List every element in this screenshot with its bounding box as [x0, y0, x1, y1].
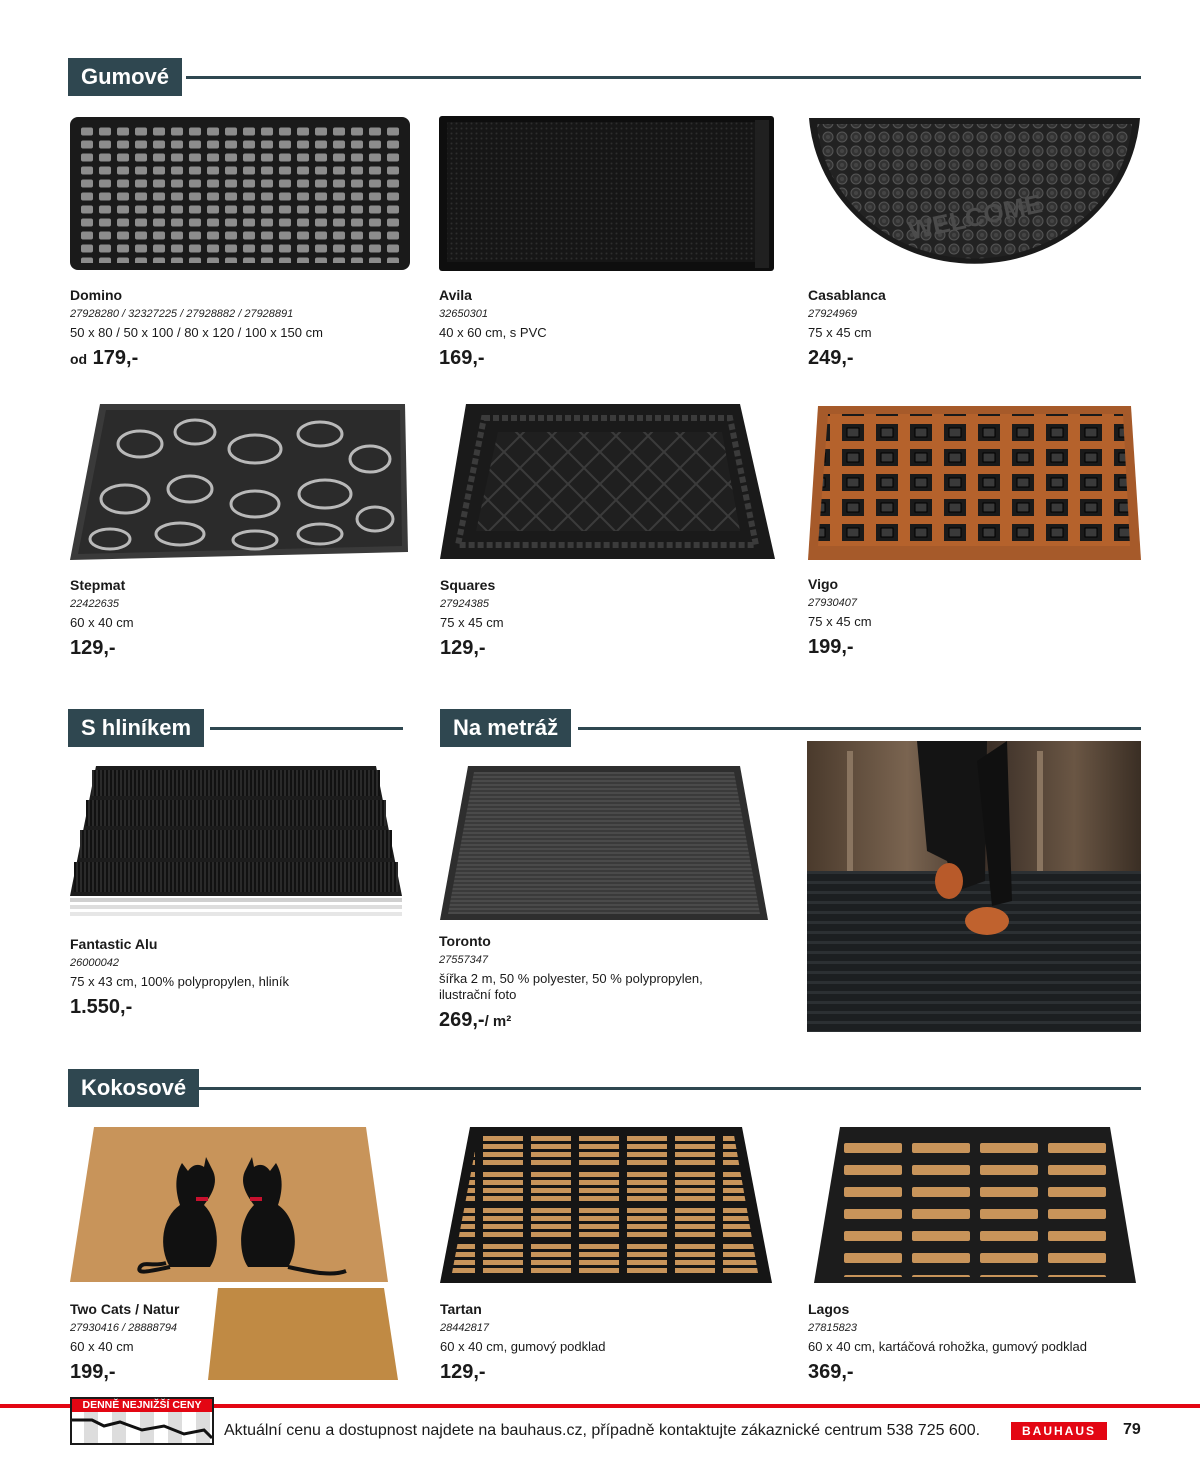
product-name: Two Cats / Natur: [70, 1301, 180, 1317]
tartan-image: [440, 1127, 772, 1283]
natur-image: [208, 1288, 398, 1380]
stepmat-image: [70, 404, 410, 560]
product-price: 1.550,-: [70, 996, 133, 1018]
two-cats-image: [70, 1127, 388, 1282]
product-price: [439, 1008, 769, 1034]
product-desc: 60 x 40 cm, gumový podklad: [440, 1339, 606, 1354]
product-code: 27924385: [440, 598, 489, 610]
fantastic-alu-image: [70, 766, 402, 920]
squares-image: [440, 404, 775, 559]
section-title-coconut: Kokosové: [68, 1069, 199, 1107]
product-vigo: [808, 575, 1148, 659]
product-domino: [70, 286, 410, 371]
product-code: 32650301: [439, 308, 488, 320]
price-value: 179,-: [92, 347, 139, 369]
product-code: 27924969: [808, 308, 857, 320]
product-desc: 60 x 40 cm: [70, 615, 134, 630]
section-rule: [578, 727, 1141, 730]
product-name: Lagos: [808, 1301, 850, 1317]
product-avila: [439, 286, 779, 370]
product-name: Domino: [70, 287, 123, 303]
product-desc: šířka 2 m, 50 % polyester, 50 % polypropylen, ilustrační foto: [439, 971, 703, 1002]
casablanca-welcome-text: WELCOME: [905, 188, 1045, 246]
lagos-image: [814, 1127, 1136, 1283]
section-header-aluminium: [68, 709, 403, 747]
product-code: 22422635: [70, 598, 119, 610]
product-price: 199,-: [808, 636, 854, 658]
product-casablanca: [808, 286, 1148, 370]
product-code: 27930416 / 28888794: [70, 1322, 178, 1334]
product-code: 28442817: [440, 1322, 489, 1334]
price-unit: / m²: [484, 1013, 512, 1030]
bauhaus-logo: BAUHAUS: [1011, 1422, 1107, 1440]
product-toronto: [439, 932, 769, 1034]
product-name: Stepmat: [70, 577, 126, 593]
product-two-cats: [70, 1300, 205, 1384]
product-desc: 75 x 43 cm, 100% polypropylen, hliník: [70, 974, 289, 989]
daily-low-price-badge: [70, 1397, 214, 1445]
footer-note: Aktuální cenu a dostupnost najdete na bauhaus.cz, případně kontaktujte zákaznické centrum 538 725 600.: [224, 1422, 981, 1439]
product-name: Toronto: [439, 933, 491, 949]
product-code: 27815823: [808, 1322, 857, 1334]
product-desc: 75 x 45 cm: [808, 325, 872, 340]
price-prefix: od: [70, 351, 88, 367]
page-number: 79: [1123, 1421, 1141, 1438]
product-price: 129,-: [440, 1361, 486, 1383]
product-price: 199,-: [70, 1361, 116, 1383]
product-price: 169,-: [439, 347, 485, 369]
toronto-image: [440, 766, 768, 920]
section-rule: [186, 76, 1141, 79]
product-code: 27930407: [808, 597, 857, 609]
product-desc: 60 x 40 cm, kartáčová rohožka, gumový podklad: [808, 1339, 1087, 1354]
product-code: 26000042: [70, 957, 119, 969]
avila-image: [439, 116, 774, 271]
product-desc: 50 x 80 / 50 x 100 / 80 x 120 / 100 x 150 cm: [70, 325, 323, 340]
price-drop-chart-icon: [72, 1412, 212, 1443]
section-rule: [210, 727, 403, 730]
section-header-coconut: [68, 1069, 1141, 1107]
product-desc: 75 x 45 cm: [440, 615, 504, 630]
product-desc: 75 x 45 cm: [808, 614, 872, 629]
product-price: 129,-: [440, 637, 486, 659]
product-name: Tartan: [440, 1301, 482, 1317]
product-desc: 40 x 60 cm, s PVC: [439, 325, 547, 340]
product-desc: 60 x 40 cm: [70, 1339, 134, 1354]
product-name: Squares: [440, 577, 496, 593]
vigo-image: [808, 406, 1141, 560]
product-price: 249,-: [808, 347, 854, 369]
product-price: [70, 346, 410, 371]
product-fantastic-alu: [70, 935, 410, 1019]
section-title-by-meter: Na metráž: [440, 709, 571, 747]
casablanca-image: [807, 116, 1142, 276]
domino-image: [70, 117, 410, 270]
product-code: 27557347: [439, 954, 488, 966]
badge-title: DENNĚ NEJNIŽŠÍ CENY: [72, 1399, 212, 1412]
section-title-aluminium: S hliníkem: [68, 709, 204, 747]
product-name: Vigo: [808, 576, 839, 592]
section-title-rubber: Gumové: [68, 58, 182, 96]
product-name: Fantastic Alu: [70, 936, 158, 952]
product-name: Avila: [439, 287, 472, 303]
section-rule: [190, 1087, 1141, 1090]
product-price: 369,-: [808, 1361, 854, 1383]
product-tartan: [440, 1300, 780, 1384]
product-squares: [440, 576, 780, 660]
product-price: 129,-: [70, 637, 116, 659]
product-code: 27928280 / 32327225 / 27928882 / 27928891: [70, 308, 294, 320]
price-value: 269,-: [439, 1009, 485, 1031]
product-lagos: [808, 1300, 1148, 1384]
product-stepmat: [70, 576, 410, 660]
section-header-rubber: [68, 58, 1141, 96]
product-name: Casablanca: [808, 287, 886, 303]
entrance-mat-photo: [807, 741, 1141, 1032]
